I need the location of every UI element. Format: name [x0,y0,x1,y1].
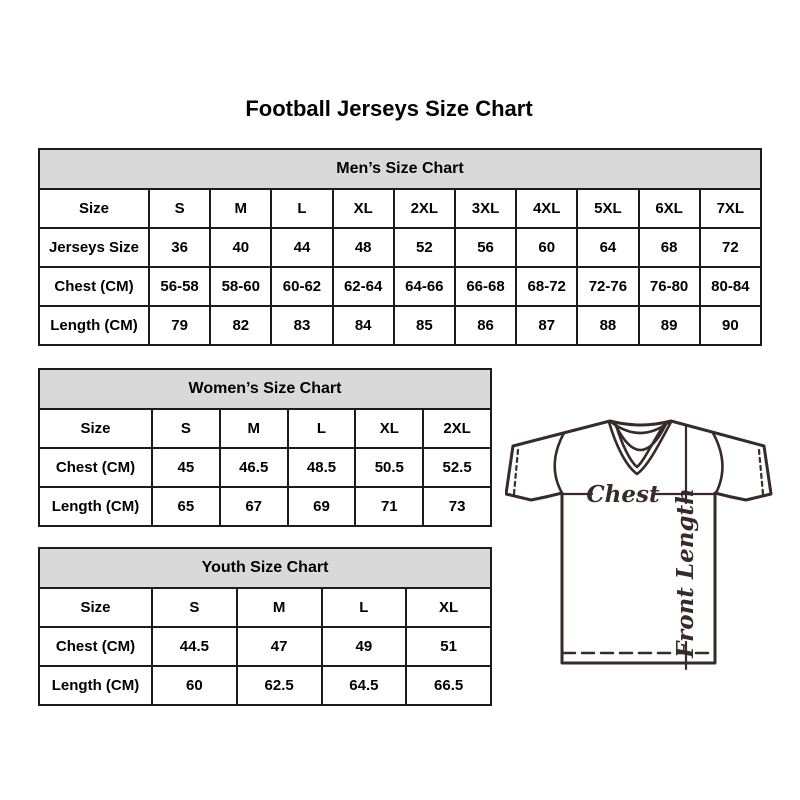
table-cell: 60 [516,228,577,267]
table-cell: 48.5 [288,448,356,487]
womens-size-chart-section [38,368,492,527]
table-cell: 87 [516,306,577,345]
table-title: Youth Size Chart [39,548,491,588]
table-cell: 72-76 [577,267,638,306]
row-label: Chest (CM) [39,627,152,666]
table-title-row [39,548,491,588]
table-cell: L [288,409,356,448]
table-cell: 50.5 [355,448,423,487]
table-cell: 36 [149,228,210,267]
table-cell: 3XL [455,189,516,228]
table-cell: 45 [152,448,220,487]
table-cell: 47 [237,627,322,666]
table-cell: 89 [639,306,700,345]
table-cell: 4XL [516,189,577,228]
table-cell: 7XL [700,189,761,228]
table-cell: 52.5 [423,448,491,487]
table-cell: 52 [394,228,455,267]
table-title-row [39,369,491,409]
table-cell: 82 [210,306,271,345]
table-cell: 64.5 [322,666,407,705]
table-cell: 65 [152,487,220,526]
table-cell: 60 [152,666,237,705]
table-cell: 62.5 [237,666,322,705]
womens-size-table [38,368,492,527]
row-label: Length (CM) [39,306,149,345]
table-cell: 69 [288,487,356,526]
page-title: Football Jerseys Size Chart [245,96,533,121]
table-cell: 83 [271,306,332,345]
table-cell: 66.5 [406,666,491,705]
row-label: Size [39,409,152,448]
table-cell: M [237,588,322,627]
table-cell: 84 [333,306,394,345]
table-cell: 64-66 [394,267,455,306]
table-cell: 88 [577,306,638,345]
table-cell: S [152,409,220,448]
table-cell: 5XL [577,189,638,228]
row-label: Size [39,189,149,228]
table-row [39,306,761,345]
table-cell: S [152,588,237,627]
youth-size-chart-section [38,547,492,706]
table-row [39,666,491,705]
table-title-row [39,149,761,189]
table-cell: 49 [322,627,407,666]
table-cell: 73 [423,487,491,526]
table-cell: 51 [406,627,491,666]
table-cell: M [210,189,271,228]
table-cell: 40 [210,228,271,267]
front-length-label: Front Length [672,488,699,658]
table-cell: 66-68 [455,267,516,306]
table-cell: 44 [271,228,332,267]
table-cell: 58-60 [210,267,271,306]
row-label: Jerseys Size [39,228,149,267]
table-cell: 72 [700,228,761,267]
table-cell: 56-58 [149,267,210,306]
table-cell: 2XL [394,189,455,228]
jersey-measurement-diagram [505,403,775,673]
table-cell: 67 [220,487,288,526]
table-row [39,448,491,487]
table-row [39,228,761,267]
table-cell: 64 [577,228,638,267]
table-cell: 44.5 [152,627,237,666]
table-cell: 79 [149,306,210,345]
table-cell: 85 [394,306,455,345]
table-cell: 2XL [423,409,491,448]
mens-size-table [38,148,762,346]
table-row [39,627,491,666]
table-cell: 86 [455,306,516,345]
table-row [39,588,491,627]
table-cell: 48 [333,228,394,267]
table-cell: S [149,189,210,228]
table-cell: 46.5 [220,448,288,487]
table-cell: 68-72 [516,267,577,306]
row-label: Length (CM) [39,487,152,526]
table-cell: 62-64 [333,267,394,306]
row-label: Size [39,588,152,627]
table-cell: 56 [455,228,516,267]
table-cell: M [220,409,288,448]
table-cell: 60-62 [271,267,332,306]
mens-size-chart-section [38,148,762,346]
table-cell: 76-80 [639,267,700,306]
table-cell: XL [355,409,423,448]
table-row [39,409,491,448]
table-cell: 68 [639,228,700,267]
table-row [39,189,761,228]
jersey-outline [506,421,771,663]
youth-size-table [38,547,492,706]
table-cell: XL [333,189,394,228]
row-label: Chest (CM) [39,448,152,487]
table-cell: 71 [355,487,423,526]
table-cell: 90 [700,306,761,345]
table-row [39,487,491,526]
table-row [39,267,761,306]
table-cell: L [322,588,407,627]
row-label: Chest (CM) [39,267,149,306]
table-cell: L [271,189,332,228]
row-label: Length (CM) [39,666,152,705]
table-title: Men’s Size Chart [39,149,761,189]
table-cell: XL [406,588,491,627]
chest-label: Chest [586,481,660,508]
table-cell: 80-84 [700,267,761,306]
table-title: Women’s Size Chart [39,369,491,409]
table-cell: 6XL [639,189,700,228]
